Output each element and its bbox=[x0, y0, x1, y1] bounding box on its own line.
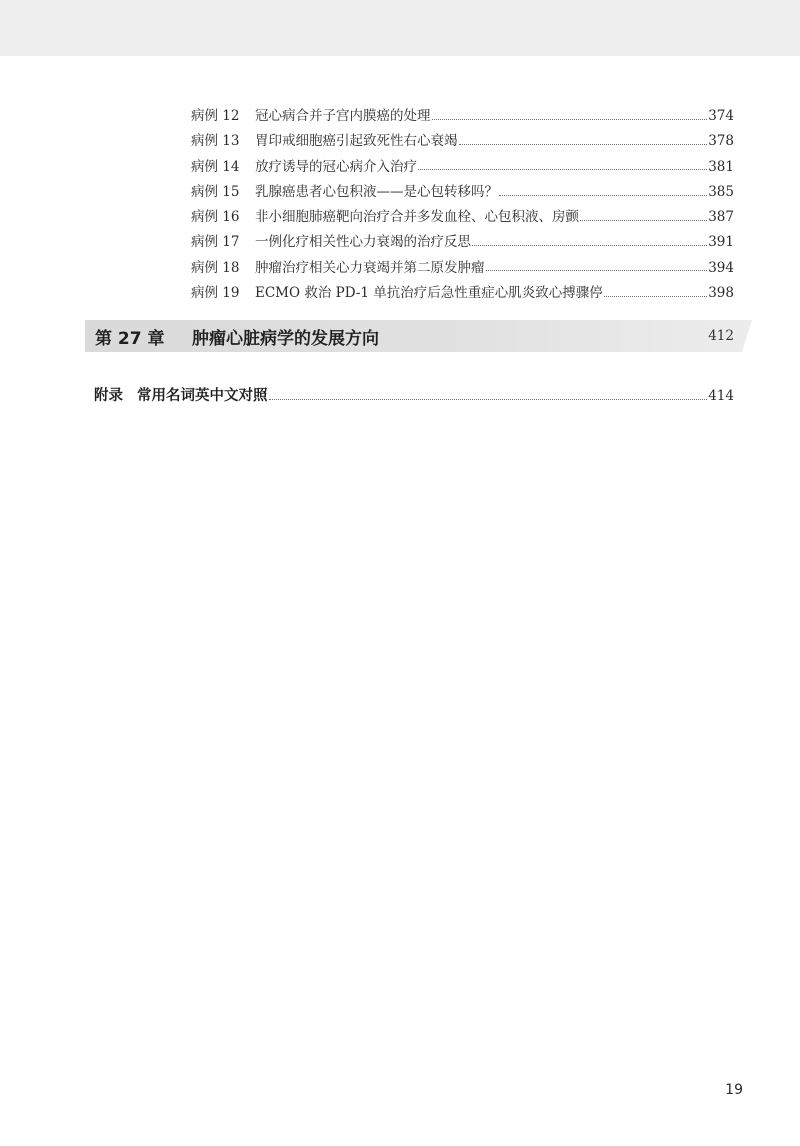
page-number: 394 bbox=[708, 259, 734, 276]
toc-entry-case-15[interactable] bbox=[191, 180, 734, 205]
case-title: 一例化疗相关性心力衰竭的治疗反思 bbox=[255, 234, 471, 251]
page-footer-number: 19 bbox=[725, 1082, 743, 1098]
case-number: 病例 12 bbox=[191, 108, 240, 124]
appendix-page-number: 414 bbox=[708, 388, 734, 404]
case-number: 病例 17 bbox=[191, 234, 240, 251]
chapter-title: 肿瘤心脏病学的发展方向 bbox=[192, 329, 379, 349]
dot-leader bbox=[472, 244, 707, 246]
toc-entry-case-12[interactable] bbox=[191, 104, 734, 129]
toc-entry-case-13[interactable] bbox=[191, 129, 734, 154]
top-band bbox=[0, 0, 800, 56]
page-number: 374 bbox=[708, 108, 734, 124]
case-number: 病例 19 bbox=[191, 285, 240, 302]
case-number: 病例 14 bbox=[191, 158, 240, 175]
dot-leader bbox=[459, 143, 708, 145]
page-number: 381 bbox=[708, 158, 734, 175]
page-number: 391 bbox=[708, 234, 734, 251]
dot-leader bbox=[580, 219, 707, 221]
case-number: 病例 18 bbox=[191, 259, 240, 276]
case-title: 乳腺癌患者心包积液——是心包转移吗？ bbox=[255, 183, 498, 200]
page-number: 398 bbox=[708, 285, 734, 302]
toc-entry-case-19[interactable] bbox=[191, 281, 734, 306]
dot-leader bbox=[269, 398, 708, 400]
toc-entry-case-18[interactable] bbox=[191, 256, 734, 281]
appendix-label: 附录 bbox=[94, 388, 123, 404]
toc-entry-case-14[interactable] bbox=[191, 155, 734, 180]
dot-leader bbox=[418, 168, 707, 170]
appendix-entry[interactable] bbox=[94, 384, 734, 408]
dot-leader bbox=[432, 118, 708, 120]
case-number: 病例 16 bbox=[191, 209, 240, 226]
case-title: ECMO 救治 PD-1 单抗治疗后急性重症心肌炎致心搏骤停 bbox=[255, 285, 603, 302]
page-number: 378 bbox=[708, 133, 734, 150]
toc-entry-case-16[interactable] bbox=[191, 205, 734, 230]
case-title: 非小细胞肺癌靶向治疗合并多发血栓、心包积液、房颤 bbox=[255, 209, 579, 226]
page-number: 385 bbox=[708, 183, 734, 200]
dot-leader bbox=[604, 295, 707, 297]
case-title: 冠心病合并子宫内膜癌的处理 bbox=[255, 108, 431, 124]
dot-leader bbox=[499, 194, 707, 196]
case-list bbox=[191, 104, 734, 306]
case-number: 病例 13 bbox=[191, 133, 240, 150]
dot-leader bbox=[486, 269, 708, 271]
toc-entry-case-17[interactable] bbox=[191, 230, 734, 255]
case-title: 放疗诱导的冠心病介入治疗 bbox=[255, 158, 417, 175]
case-number: 病例 15 bbox=[191, 183, 240, 200]
page-number: 387 bbox=[708, 209, 734, 226]
chapter-page-number: 412 bbox=[708, 328, 734, 344]
appendix-title: 常用名词英中文对照 bbox=[137, 388, 268, 404]
chapter-heading[interactable] bbox=[85, 320, 742, 352]
case-title: 肿瘤治疗相关心力衰竭并第二原发肿瘤 bbox=[255, 259, 485, 276]
case-title: 胃印戒细胞癌引起致死性右心衰竭 bbox=[255, 133, 458, 150]
chapter-number: 第 27 章 bbox=[95, 329, 165, 349]
